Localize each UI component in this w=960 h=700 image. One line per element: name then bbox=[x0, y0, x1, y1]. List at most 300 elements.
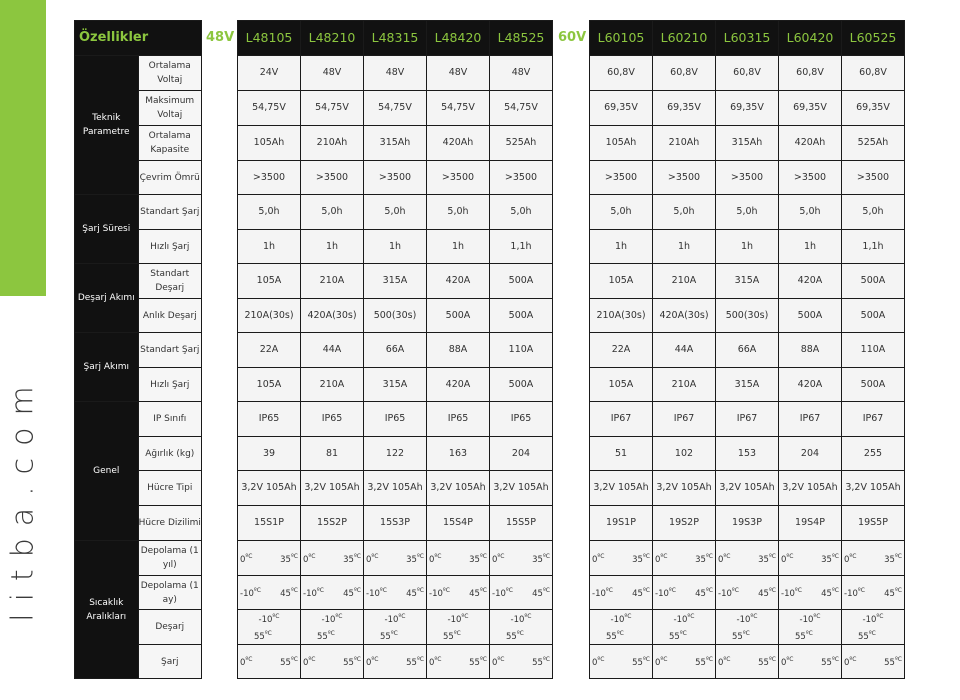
temp-unit: ºC bbox=[705, 552, 713, 560]
spec-value-cell: 315A bbox=[364, 368, 427, 402]
temperature-cell bbox=[490, 541, 553, 576]
spec-row-label: Ortalama Voltaj bbox=[138, 56, 202, 91]
temperature-cell bbox=[364, 645, 427, 679]
spec-value-cell: 420Ah bbox=[427, 126, 490, 161]
spec-value-cell: 48V bbox=[301, 56, 364, 91]
temp-unit: ºC bbox=[742, 630, 750, 637]
temp-high: 45 bbox=[469, 588, 480, 599]
temp-low: -10 bbox=[303, 588, 317, 599]
spec-value-cell: 420A(30s) bbox=[653, 299, 716, 333]
spec-value-cell: 19S5P bbox=[842, 506, 905, 541]
temperature-cell bbox=[590, 576, 653, 610]
spec-value-cell: 153 bbox=[716, 437, 779, 471]
temp-low: 0 bbox=[429, 554, 435, 565]
temp-low: 0 bbox=[844, 554, 850, 565]
spec-value-cell: 315A bbox=[716, 264, 779, 299]
temperature-cell bbox=[653, 610, 716, 645]
spec-value-cell: 69,35V bbox=[590, 91, 653, 126]
spec-value-cell: IP67 bbox=[779, 402, 842, 437]
spec-value-cell: 210A(30s) bbox=[590, 299, 653, 333]
temp-unit: ºC bbox=[316, 587, 324, 595]
temperature-cell bbox=[490, 645, 553, 679]
spec-value-cell: 1h bbox=[590, 230, 653, 264]
temp-unit: ºC bbox=[642, 587, 650, 595]
temp-high: 45 bbox=[821, 588, 832, 599]
temperature-cell bbox=[427, 645, 490, 679]
temp-low: -10 bbox=[384, 615, 399, 625]
temp-high: 55 bbox=[406, 657, 417, 668]
model-name: L60525 bbox=[842, 21, 905, 56]
temperature-cell bbox=[364, 541, 427, 576]
temp-unit: ºC bbox=[245, 656, 253, 664]
spec-value-cell: 69,35V bbox=[716, 91, 779, 126]
temp-high: 35 bbox=[695, 554, 706, 565]
temp-low: 0 bbox=[303, 657, 309, 668]
temp-unit: ºC bbox=[813, 613, 821, 621]
temperature-cell bbox=[427, 610, 490, 645]
voltage-label-60v: 60V bbox=[558, 30, 587, 45]
temp-high: 55 bbox=[632, 657, 643, 668]
temp-unit: ºC bbox=[597, 656, 605, 664]
temp-unit: ºC bbox=[705, 656, 713, 664]
spec-value-cell: 48V bbox=[427, 56, 490, 91]
temperature-cell bbox=[238, 645, 301, 679]
temp-unit: ºC bbox=[353, 656, 361, 664]
temp-unit: ºC bbox=[497, 552, 505, 560]
spec-value-cell: IP65 bbox=[490, 402, 553, 437]
spec-value-cell: 88A bbox=[779, 333, 842, 368]
spec-value-cell: >3500 bbox=[238, 161, 301, 195]
spec-value-cell: 210A bbox=[653, 368, 716, 402]
spec-value-cell: 5,0h bbox=[238, 195, 301, 230]
spec-value-cell: 51 bbox=[590, 437, 653, 471]
temp-low: 0 bbox=[303, 554, 309, 565]
spec-value-cell: 1,1h bbox=[490, 230, 553, 264]
temp-high: 55 bbox=[732, 631, 743, 642]
spec-value-cell: 5,0h bbox=[590, 195, 653, 230]
temp-low: 0 bbox=[240, 554, 246, 565]
voltage-label-48v: 48V bbox=[206, 30, 235, 45]
spec-row-label: Standart Şarj bbox=[138, 195, 202, 230]
temp-unit: ºC bbox=[371, 656, 379, 664]
temp-high: 45 bbox=[695, 588, 706, 599]
spec-group-label: Genel bbox=[75, 402, 139, 541]
spec-value-cell: 5,0h bbox=[653, 195, 716, 230]
temp-unit: ºC bbox=[353, 587, 361, 595]
temp-unit: ºC bbox=[831, 587, 839, 595]
spec-value-cell: 315A bbox=[364, 264, 427, 299]
temp-unit: ºC bbox=[750, 613, 758, 621]
spec-value-cell: 3,2V 105Ah bbox=[653, 471, 716, 506]
temp-low: -10 bbox=[447, 615, 462, 625]
temp-low: 0 bbox=[366, 657, 372, 668]
spec-value-cell: 210Ah bbox=[653, 126, 716, 161]
model-name: L60420 bbox=[779, 21, 842, 56]
spec-value-cell: 44A bbox=[301, 333, 364, 368]
temp-unit: ºC bbox=[434, 552, 442, 560]
temperature-cell bbox=[779, 576, 842, 610]
spec-value-cell: 54,75V bbox=[364, 91, 427, 126]
spec-group-label: Deşarj Akımı bbox=[75, 264, 139, 333]
temp-low: -10 bbox=[429, 588, 443, 599]
temp-high: 55 bbox=[669, 631, 680, 642]
spec-value-cell: 105Ah bbox=[238, 126, 301, 161]
temperature-cell bbox=[842, 541, 905, 576]
temp-low: 0 bbox=[718, 657, 724, 668]
temp-unit: ºC bbox=[616, 630, 624, 637]
temp-unit: ºC bbox=[461, 613, 469, 621]
temp-unit: ºC bbox=[416, 656, 424, 664]
temperature-cell bbox=[238, 541, 301, 576]
temp-unit: ºC bbox=[264, 630, 272, 637]
temp-unit: ºC bbox=[253, 587, 261, 595]
temperature-cell bbox=[716, 610, 779, 645]
temp-low: -10 bbox=[673, 615, 688, 625]
temp-high: 35 bbox=[406, 554, 417, 565]
spec-row-label: Standart Şarj bbox=[138, 333, 202, 368]
model-name: L48210 bbox=[301, 21, 364, 56]
spec-labels-table bbox=[74, 20, 202, 679]
spec-value-cell: 48V bbox=[364, 56, 427, 91]
temp-unit: ºC bbox=[894, 656, 902, 664]
spec-value-cell: >3500 bbox=[590, 161, 653, 195]
temp-unit: ºC bbox=[723, 552, 731, 560]
temp-unit: ºC bbox=[849, 656, 857, 664]
spec-row-label: Şarj bbox=[138, 645, 202, 679]
temperature-cell bbox=[490, 610, 553, 645]
temp-unit: ºC bbox=[668, 587, 676, 595]
spec-value-cell: 5,0h bbox=[716, 195, 779, 230]
temp-low: -10 bbox=[718, 588, 732, 599]
spec-value-cell: >3500 bbox=[716, 161, 779, 195]
temp-high: 55 bbox=[380, 631, 391, 642]
spec-value-cell: 60,8V bbox=[842, 56, 905, 91]
spec-value-cell: IP67 bbox=[842, 402, 905, 437]
temp-low: -10 bbox=[844, 588, 858, 599]
spec-value-cell: 105A bbox=[590, 368, 653, 402]
spec-value-cell: 500A bbox=[490, 264, 553, 299]
spec-value-cell: >3500 bbox=[364, 161, 427, 195]
temp-unit: ºC bbox=[390, 630, 398, 637]
temp-high: 55 bbox=[532, 657, 543, 668]
temp-high: 55 bbox=[280, 657, 291, 668]
temp-high: 55 bbox=[343, 657, 354, 668]
spec-value-cell: 15S5P bbox=[490, 506, 553, 541]
spec-value-cell: >3500 bbox=[653, 161, 716, 195]
spec-value-cell: 500A bbox=[427, 299, 490, 333]
temp-low: 0 bbox=[492, 554, 498, 565]
temp-unit: ºC bbox=[894, 552, 902, 560]
temp-unit: ºC bbox=[505, 587, 513, 595]
spec-row-label: Hızlı Şarj bbox=[138, 230, 202, 264]
spec-value-cell: 5,0h bbox=[842, 195, 905, 230]
model-name: L60105 bbox=[590, 21, 653, 56]
spec-group-label: Şarj Süresi bbox=[75, 195, 139, 264]
temp-unit: ºC bbox=[398, 613, 406, 621]
spec-value-cell: 110A bbox=[490, 333, 553, 368]
temperature-cell bbox=[716, 645, 779, 679]
temperature-cell bbox=[490, 576, 553, 610]
spec-value-cell: 315Ah bbox=[364, 126, 427, 161]
model-name: L48525 bbox=[490, 21, 553, 56]
temp-unit: ºC bbox=[479, 656, 487, 664]
spec-value-cell: 1h bbox=[653, 230, 716, 264]
temp-unit: ºC bbox=[479, 587, 487, 595]
spec-value-cell: 500(30s) bbox=[364, 299, 427, 333]
spec-value-cell: 19S2P bbox=[653, 506, 716, 541]
model-name: L48420 bbox=[427, 21, 490, 56]
temp-unit: ºC bbox=[416, 587, 424, 595]
temp-high: 55 bbox=[254, 631, 265, 642]
spec-value-cell: 88A bbox=[427, 333, 490, 368]
temp-unit: ºC bbox=[794, 587, 802, 595]
temp-low: 0 bbox=[592, 657, 598, 668]
temp-unit: ºC bbox=[831, 552, 839, 560]
temp-high: 55 bbox=[821, 657, 832, 668]
temp-low: -10 bbox=[240, 588, 254, 599]
spec-value-cell: 5,0h bbox=[779, 195, 842, 230]
temp-unit: ºC bbox=[290, 587, 298, 595]
spec-value-cell: 1,1h bbox=[842, 230, 905, 264]
spec-value-cell: 500A bbox=[842, 299, 905, 333]
temp-unit: ºC bbox=[597, 552, 605, 560]
spec-value-cell: 3,2V 105Ah bbox=[364, 471, 427, 506]
temp-unit: ºC bbox=[524, 613, 532, 621]
temp-unit: ºC bbox=[857, 587, 865, 595]
spec-row-label: Çevrim Ömrü bbox=[138, 161, 202, 195]
temp-unit: ºC bbox=[497, 656, 505, 664]
temp-unit: ºC bbox=[768, 656, 776, 664]
temperature-cell bbox=[590, 541, 653, 576]
spec-value-cell: IP65 bbox=[301, 402, 364, 437]
model-name: L48315 bbox=[364, 21, 427, 56]
temp-unit: ºC bbox=[642, 656, 650, 664]
spec-row-label: Hızlı Şarj bbox=[138, 368, 202, 402]
spec-group-label: Şarj Akımı bbox=[75, 333, 139, 402]
temp-low: -10 bbox=[862, 615, 877, 625]
spec-value-cell: 1h bbox=[301, 230, 364, 264]
spec-value-cell: IP65 bbox=[427, 402, 490, 437]
spec-value-cell: 3,2V 105Ah bbox=[427, 471, 490, 506]
spec-group-label: Teknik Parametre bbox=[75, 56, 139, 195]
spec-value-cell: 1h bbox=[364, 230, 427, 264]
spec-value-cell: 60,8V bbox=[716, 56, 779, 91]
temp-low: -10 bbox=[492, 588, 506, 599]
temp-low: 0 bbox=[844, 657, 850, 668]
spec-value-cell: 15S1P bbox=[238, 506, 301, 541]
temp-high: 45 bbox=[280, 588, 291, 599]
temp-unit: ºC bbox=[876, 613, 884, 621]
temperature-cell bbox=[779, 541, 842, 576]
spec-row-label: Hücre Dizilimi bbox=[138, 506, 202, 541]
spec-row-label: Depolama (1 ay) bbox=[138, 576, 202, 610]
temperature-cell bbox=[653, 541, 716, 576]
spec-value-cell: 81 bbox=[301, 437, 364, 471]
spec-value-cell: 69,35V bbox=[779, 91, 842, 126]
spec-value-cell: 210A bbox=[653, 264, 716, 299]
spec-value-cell: 22A bbox=[238, 333, 301, 368]
temperature-cell bbox=[427, 576, 490, 610]
temp-high: 55 bbox=[884, 657, 895, 668]
temp-high: 35 bbox=[632, 554, 643, 565]
spec-value-cell: 500A bbox=[490, 368, 553, 402]
temperature-cell bbox=[842, 610, 905, 645]
spec-value-cell: 15S3P bbox=[364, 506, 427, 541]
temp-unit: ºC bbox=[660, 656, 668, 664]
spec-value-cell: >3500 bbox=[779, 161, 842, 195]
temp-unit: ºC bbox=[542, 656, 550, 664]
spec-row-label: Maksimum Voltaj bbox=[138, 91, 202, 126]
spec-value-cell: 210A bbox=[301, 264, 364, 299]
temp-high: 45 bbox=[884, 588, 895, 599]
spec-value-cell: IP67 bbox=[653, 402, 716, 437]
spec-value-cell: 163 bbox=[427, 437, 490, 471]
temp-low: 0 bbox=[592, 554, 598, 565]
temp-high: 45 bbox=[532, 588, 543, 599]
spec-value-cell: 3,2V 105Ah bbox=[842, 471, 905, 506]
temperature-cell bbox=[301, 645, 364, 679]
spec-value-cell: 210A bbox=[301, 368, 364, 402]
spec-row-label: Anlık Deşarj bbox=[138, 299, 202, 333]
temp-unit: ºC bbox=[442, 587, 450, 595]
temp-unit: ºC bbox=[805, 630, 813, 637]
temp-high: 45 bbox=[758, 588, 769, 599]
spec-value-cell: 255 bbox=[842, 437, 905, 471]
models-60v-table bbox=[589, 20, 905, 679]
spec-value-cell: 210A(30s) bbox=[238, 299, 301, 333]
spec-value-cell: 110A bbox=[842, 333, 905, 368]
temperature-cell bbox=[716, 576, 779, 610]
brand-text: litba.com bbox=[5, 374, 41, 622]
spec-value-cell: 54,75V bbox=[238, 91, 301, 126]
temp-unit: ºC bbox=[371, 552, 379, 560]
spec-value-cell: 3,2V 105Ah bbox=[490, 471, 553, 506]
temp-high: 55 bbox=[795, 631, 806, 642]
spec-value-cell: 48V bbox=[490, 56, 553, 91]
temperature-cell bbox=[427, 541, 490, 576]
temp-low: -10 bbox=[258, 615, 273, 625]
temp-unit: ºC bbox=[768, 552, 776, 560]
spec-value-cell: 60,8V bbox=[590, 56, 653, 91]
temp-low: -10 bbox=[610, 615, 625, 625]
temp-unit: ºC bbox=[624, 613, 632, 621]
temperature-cell bbox=[364, 576, 427, 610]
temperature-cell bbox=[842, 645, 905, 679]
spec-value-cell: 210Ah bbox=[301, 126, 364, 161]
temp-unit: ºC bbox=[416, 552, 424, 560]
temp-unit: ºC bbox=[768, 587, 776, 595]
temperature-cell bbox=[590, 610, 653, 645]
temp-unit: ºC bbox=[434, 656, 442, 664]
temp-unit: ºC bbox=[335, 613, 343, 621]
temp-low: 0 bbox=[781, 657, 787, 668]
spec-value-cell: 500A bbox=[842, 368, 905, 402]
spec-row-label: Deşarj bbox=[138, 610, 202, 645]
temp-low: -10 bbox=[321, 615, 336, 625]
spec-value-cell: 420A bbox=[779, 368, 842, 402]
spec-value-cell: IP67 bbox=[590, 402, 653, 437]
temp-high: 35 bbox=[884, 554, 895, 565]
spec-value-cell: 420A bbox=[427, 264, 490, 299]
spec-value-cell: >3500 bbox=[301, 161, 364, 195]
spec-row-label: Ortalama Kapasite bbox=[138, 126, 202, 161]
temp-unit: ºC bbox=[849, 552, 857, 560]
temp-low: 0 bbox=[429, 657, 435, 668]
spec-value-cell: 525Ah bbox=[490, 126, 553, 161]
spec-row-label: Ağırlık (kg) bbox=[138, 437, 202, 471]
spec-value-cell: 1h bbox=[716, 230, 779, 264]
spec-value-cell: 1h bbox=[779, 230, 842, 264]
temperature-cell bbox=[590, 645, 653, 679]
spec-value-cell: 19S3P bbox=[716, 506, 779, 541]
temp-low: 0 bbox=[366, 554, 372, 565]
spec-value-cell: 19S4P bbox=[779, 506, 842, 541]
spec-value-cell: 420A(30s) bbox=[301, 299, 364, 333]
spec-value-cell: 500A bbox=[779, 299, 842, 333]
spec-value-cell: >3500 bbox=[490, 161, 553, 195]
spec-value-cell: 5,0h bbox=[490, 195, 553, 230]
spec-value-cell: 420A bbox=[427, 368, 490, 402]
temp-unit: ºC bbox=[308, 656, 316, 664]
features-header: Özellikler bbox=[75, 21, 202, 56]
temp-unit: ºC bbox=[894, 587, 902, 595]
spec-value-cell: 500(30s) bbox=[716, 299, 779, 333]
temperature-cell bbox=[364, 610, 427, 645]
temp-unit: ºC bbox=[290, 552, 298, 560]
spec-row-label: Hücre Tipi bbox=[138, 471, 202, 506]
spec-value-cell: 19S1P bbox=[590, 506, 653, 541]
temp-low: 0 bbox=[655, 657, 661, 668]
temperature-cell bbox=[779, 610, 842, 645]
temp-low: 0 bbox=[492, 657, 498, 668]
temperature-cell bbox=[842, 576, 905, 610]
spec-value-cell: 204 bbox=[779, 437, 842, 471]
temp-unit: ºC bbox=[605, 587, 613, 595]
temp-high: 35 bbox=[758, 554, 769, 565]
temp-high: 55 bbox=[506, 631, 517, 642]
temp-unit: ºC bbox=[868, 630, 876, 637]
spec-value-cell: 3,2V 105Ah bbox=[301, 471, 364, 506]
spec-value-cell: 3,2V 105Ah bbox=[590, 471, 653, 506]
temp-unit: ºC bbox=[479, 552, 487, 560]
spec-value-cell: 66A bbox=[716, 333, 779, 368]
temp-high: 55 bbox=[317, 631, 328, 642]
spec-value-cell: 60,8V bbox=[653, 56, 716, 91]
spec-value-cell: 105A bbox=[238, 264, 301, 299]
temp-unit: ºC bbox=[379, 587, 387, 595]
temperature-cell bbox=[653, 645, 716, 679]
temp-unit: ºC bbox=[542, 587, 550, 595]
spec-value-cell: >3500 bbox=[427, 161, 490, 195]
temp-low: -10 bbox=[799, 615, 814, 625]
spec-value-cell: 3,2V 105Ah bbox=[716, 471, 779, 506]
temp-high: 45 bbox=[343, 588, 354, 599]
spec-value-cell: 24V bbox=[238, 56, 301, 91]
models-48v-table bbox=[237, 20, 553, 679]
spec-value-cell: 54,75V bbox=[427, 91, 490, 126]
spec-row-label: Depolama (1 yıl) bbox=[138, 541, 202, 576]
brand-accent-bar bbox=[0, 0, 46, 296]
temperature-cell bbox=[653, 576, 716, 610]
model-name: L60210 bbox=[653, 21, 716, 56]
spec-value-cell: 69,35V bbox=[653, 91, 716, 126]
temp-unit: ºC bbox=[516, 630, 524, 637]
temperature-cell bbox=[301, 610, 364, 645]
temp-unit: ºC bbox=[705, 587, 713, 595]
spec-value-cell: 5,0h bbox=[301, 195, 364, 230]
temp-low: 0 bbox=[718, 554, 724, 565]
spec-value-cell: 105A bbox=[238, 368, 301, 402]
